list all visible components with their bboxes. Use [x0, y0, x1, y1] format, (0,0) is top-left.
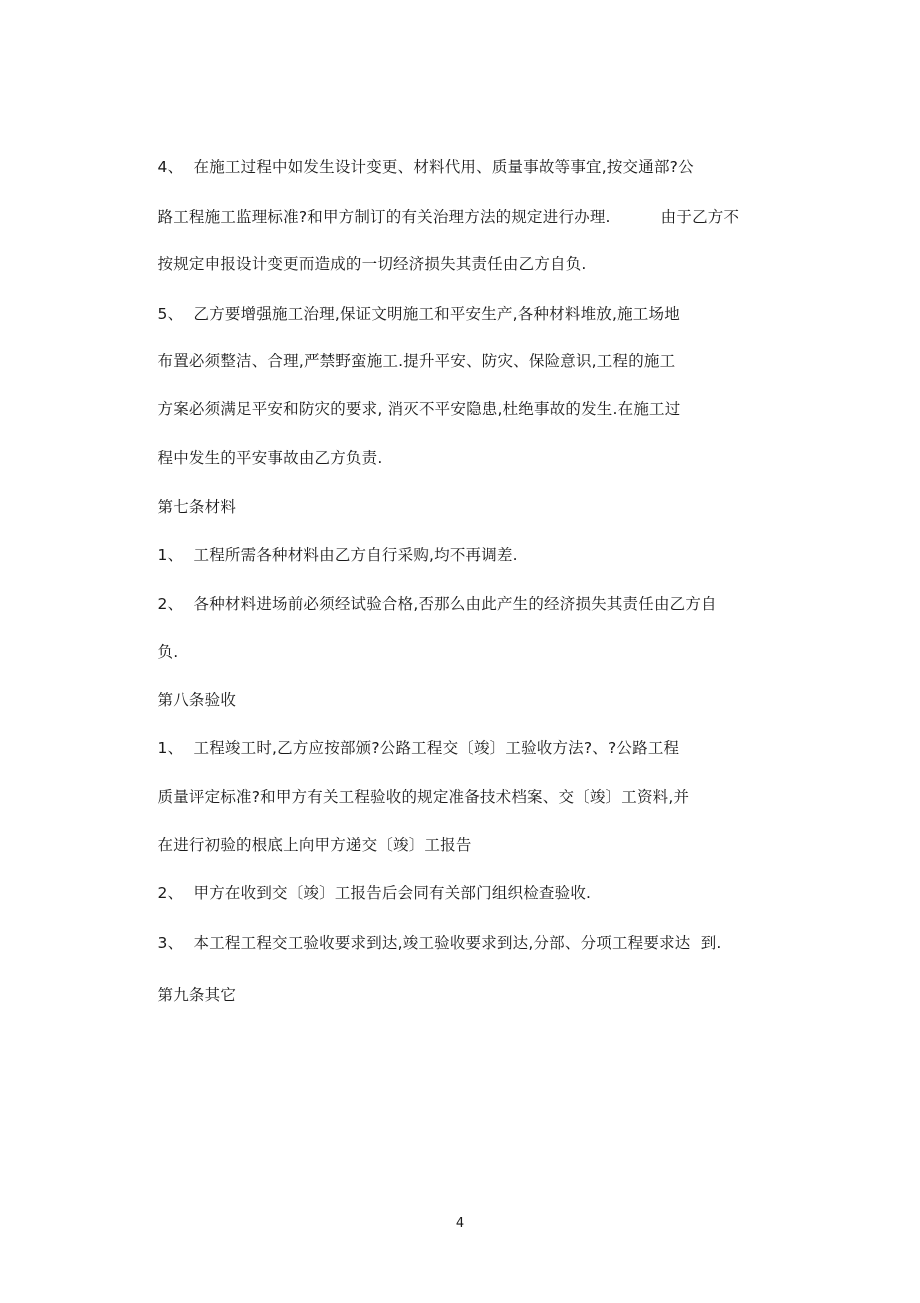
item5-text-line2: 布置必须整洁、合理,严禁野蛮施工.提升平安、防灾、保险意识,工程的施工: [157, 352, 676, 370]
item4-text-line2a: 路工程施工监理标准?和甲方制订的有关治理方法的规定进行办理.: [157, 208, 611, 226]
article8-item3: [137, 913, 722, 973]
article8-item1-text-line3: 在进行初验的根底上向甲方递交〔竣〕工报告: [157, 836, 472, 854]
item5-text-line1: 乙方要增强施工治理,保证文明施工和平安生产,各种材料堆放,施工场地: [193, 305, 680, 323]
page-number: 4: [455, 1216, 465, 1231]
item4-number: 4、: [157, 158, 184, 176]
article8-item2-text: 甲方在收到交〔竣〕工报告后会同有关部门组织检查验收.: [193, 884, 592, 902]
article7-item2-text-line1: 各种材料进场前必须经试验合格,否那么由此产生的经济损失其责任由乙方自: [193, 595, 717, 613]
item4-text-line3: 按规定申报设计变更而造成的一切经济损失其责任由乙方自负.: [157, 255, 587, 273]
article7-heading-text: 第七条材料: [157, 498, 237, 516]
article8-item3-number: 3、: [157, 934, 184, 952]
article7-item2-number: 2、: [157, 595, 184, 613]
article8-item1-text-line2: 质量评定标准?和甲方有关工程验收的规定准备技术档案、交〔竣〕工资料,并: [157, 788, 690, 806]
item5-number: 5、: [157, 305, 184, 323]
article7-item1-number: 1、: [157, 546, 184, 564]
item5-text-line3: 方案必须满足平安和防灾的要求, 消灭不平安隐患,杜绝事故的发生.在施工过: [157, 400, 681, 418]
article8-item3-text: 本工程工程交工验收要求到达,竣工验收要求到达,分部、分项工程要求达 到.: [193, 934, 722, 952]
article9-heading-text: 第九条其它: [157, 986, 237, 1004]
article8-heading-text: 第八条验收: [157, 691, 237, 709]
article8-item1-number: 1、: [157, 739, 184, 757]
article8-item2-number: 2、: [157, 884, 184, 902]
article7-item2-text-line2: 负.: [157, 643, 179, 661]
article7-item2-line1: [137, 574, 717, 634]
item4-text-line1: 在施工过程中如发生设计变更、材料代用、质量事故等事宜,按交通部?公: [193, 158, 694, 176]
item5-text-line4: 程中发生的平安事故由乙方负责.: [157, 449, 383, 467]
article9-heading: [137, 965, 236, 1025]
article8-item1-text-line1: 工程竣工时,乙方应按部颁?公路工程交〔竣〕工验收方法?、?公路工程: [193, 739, 680, 757]
article7-item1-text: 工程所需各种材料由乙方自行采购,均不再调差.: [193, 546, 518, 564]
item4-text-line2b: 由于乙方不: [660, 208, 740, 226]
